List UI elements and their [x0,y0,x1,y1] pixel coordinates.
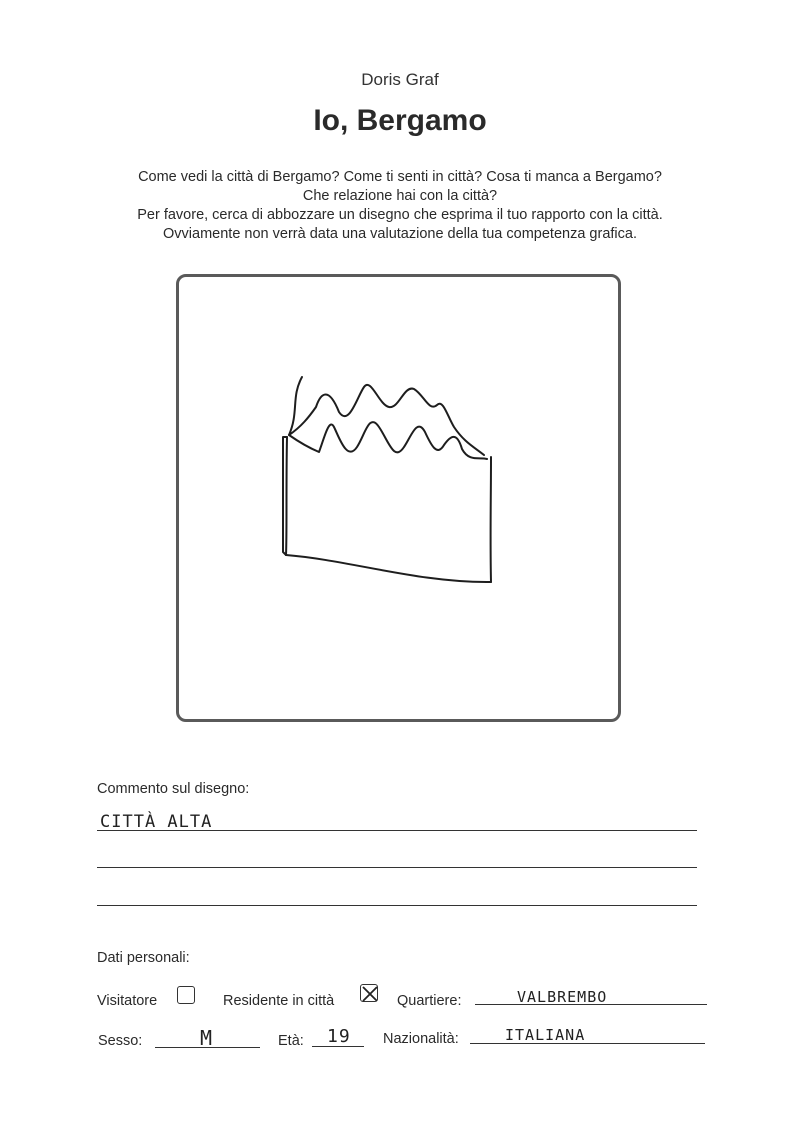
sex-label: Sesso: [98,1033,143,1049]
district-field[interactable] [475,1004,707,1005]
box-left-edge [286,437,287,555]
page-title: Io, Bergamo [313,104,487,137]
intro-text [60,168,740,244]
comment-label: Commento sul disegno: [97,781,250,797]
author-name: Doris Graf [361,70,439,89]
box-bottom-edge [286,555,491,582]
comment-line-2[interactable] [97,867,697,868]
age-value: 19 [327,1026,351,1047]
intro-line: Che relazione hai con la città? [302,188,498,204]
nationality-label: Nazionalità: [383,1031,459,1047]
nationality-field[interactable] [470,1043,705,1044]
flames-front [289,422,487,459]
hand-drawing-box-with-flames [179,277,618,719]
intro-line: Per favore, cerca di abbozzare un disegno che esprima il tuo rapporto con la città. [137,207,663,223]
comment-line-1[interactable] [97,830,697,831]
flames-back [289,377,484,455]
visitor-label: Visitatore [97,993,158,1009]
district-value: VALBREMBO [517,988,608,1006]
comment-line-3[interactable] [97,905,697,906]
district-label: Quartiere: [397,993,462,1009]
intro-line: Ovviamente non verrà data una valutazione della tua competenza grafica. [163,226,637,242]
resident-label: Residente in città [223,993,335,1009]
nationality-value: ITALIANA [505,1026,586,1044]
check-x-icon [361,985,379,1003]
age-field[interactable] [312,1046,364,1047]
visitor-checkbox[interactable] [177,986,195,1004]
comment-handwriting: CITTÀ ALTA [100,812,213,832]
drawing-area[interactable] [176,274,621,722]
resident-checkbox[interactable] [360,984,378,1002]
age-label: Età: [278,1033,304,1049]
sex-value: M [200,1026,214,1050]
intro-line: Come vedi la città di Bergamo? Come ti senti in città? Cosa ti manca a Bergamo? [138,169,662,185]
personal-data-label: Dati personali: [97,950,190,966]
sex-field[interactable] [155,1047,260,1048]
